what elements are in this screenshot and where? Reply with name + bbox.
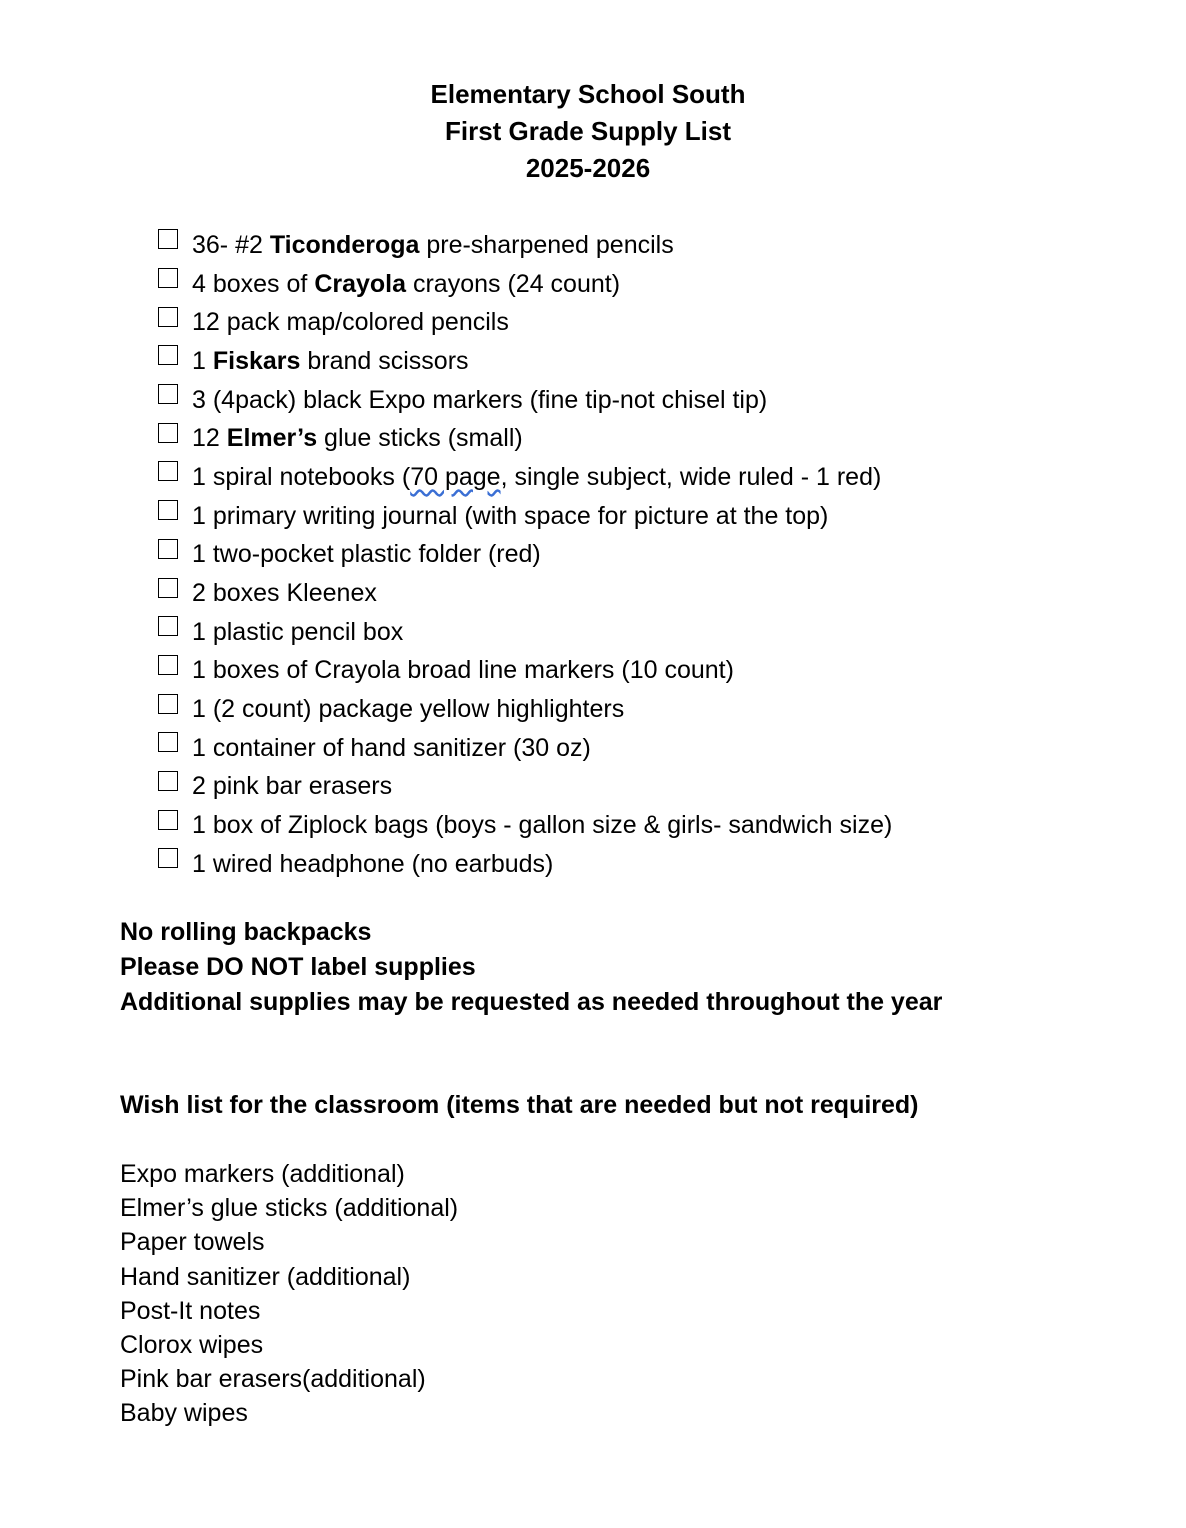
checkbox-icon[interactable] xyxy=(158,268,178,288)
wish-list-item: Hand sanitizer (additional) xyxy=(120,1262,411,1291)
list-title: First Grade Supply List xyxy=(444,116,732,146)
supply-item xyxy=(158,574,892,613)
supply-item xyxy=(158,729,892,768)
supply-item xyxy=(158,381,892,420)
school-year: 2025-2026 xyxy=(525,153,651,183)
brand-name: Crayola xyxy=(314,269,407,298)
checkbox-icon[interactable] xyxy=(158,345,178,365)
spellcheck-underlined-text: 70 page xyxy=(410,462,501,491)
supply-item xyxy=(158,690,892,729)
checkbox-icon[interactable] xyxy=(158,500,178,520)
brand-name: Ticonderoga xyxy=(269,230,420,259)
brand-name: Elmer’s xyxy=(226,424,318,453)
item-text: 2 pink bar erasers xyxy=(192,772,393,801)
supply-item xyxy=(158,806,892,845)
item-text: 12 xyxy=(192,424,227,453)
supply-item-label xyxy=(192,308,509,337)
brand-name: Fiskars xyxy=(212,346,301,375)
wish-list-item: Paper towels xyxy=(120,1228,265,1257)
supply-checklist xyxy=(158,226,892,884)
supply-item xyxy=(158,497,892,536)
supply-notes xyxy=(120,915,942,1020)
item-text: 1 plastic pencil box xyxy=(192,617,404,646)
supply-item-label xyxy=(192,618,403,647)
wish-list-item: Clorox wipes xyxy=(120,1331,264,1360)
item-text: 2 boxes Kleenex xyxy=(192,579,377,608)
checkbox-icon[interactable] xyxy=(158,578,178,598)
checkbox-icon[interactable] xyxy=(158,229,178,249)
supply-item xyxy=(158,265,892,304)
item-text: 3 (4pack) black Expo markers (fine tip-not chisel tip) xyxy=(192,385,768,414)
item-text: 1 boxes of Crayola broad line markers (10 count) xyxy=(192,656,734,685)
supply-item-label xyxy=(192,811,892,840)
wish-list-heading: Wish list for the classroom (items that are needed but not required) xyxy=(120,1091,919,1119)
item-text: brand scissors xyxy=(300,346,469,375)
item-text: 36- #2 xyxy=(192,230,270,259)
item-text: , single subject, wide ruled - 1 red) xyxy=(500,462,882,491)
supply-item-label xyxy=(192,231,674,260)
item-text: 1 container of hand sanitizer (30 oz) xyxy=(192,733,591,762)
supply-item-label xyxy=(192,424,523,453)
checkbox-icon[interactable] xyxy=(158,384,178,404)
supply-item-label xyxy=(192,850,553,879)
item-text: crayons (24 count) xyxy=(406,269,621,298)
checkbox-icon[interactable] xyxy=(158,732,178,752)
item-text: 1 box of Ziplock bags (boys - gallon size & girls- sandwich size) xyxy=(192,811,893,840)
checkbox-icon[interactable] xyxy=(158,423,178,443)
supply-item xyxy=(158,419,892,458)
supply-item-label xyxy=(192,502,828,531)
supply-item-label xyxy=(192,656,734,685)
school-name: Elementary School South xyxy=(430,79,746,109)
supply-item xyxy=(158,768,892,807)
supply-item-label xyxy=(192,579,377,608)
item-text: glue sticks (small) xyxy=(317,424,523,453)
supply-item-label xyxy=(192,270,620,299)
supply-item-label xyxy=(192,540,541,569)
wish-list-item: Elmer’s glue sticks (additional) xyxy=(120,1194,459,1223)
wish-list-item: Pink bar erasers(additional) xyxy=(120,1365,426,1394)
note-no-rolling-backpacks: No rolling backpacks xyxy=(120,918,372,946)
checkbox-icon[interactable] xyxy=(158,461,178,481)
supply-item xyxy=(158,226,892,265)
supply-item xyxy=(158,613,892,652)
supply-item xyxy=(158,303,892,342)
item-text: 4 boxes of xyxy=(192,269,315,298)
item-text: 1 (2 count) package yellow highlighters xyxy=(192,695,625,724)
item-text: 12 pack map/colored pencils xyxy=(192,308,509,337)
supply-item-label xyxy=(192,463,881,492)
supply-item-label xyxy=(192,695,624,724)
supply-item xyxy=(158,652,892,691)
note-additional-supplies: Additional supplies may be requested as needed throughout the year xyxy=(120,988,943,1016)
checkbox-icon[interactable] xyxy=(158,810,178,830)
wish-list xyxy=(120,1157,458,1431)
document-header xyxy=(0,76,1176,187)
wish-list-item: Baby wipes xyxy=(120,1399,248,1428)
item-text: 1 xyxy=(192,346,213,375)
checkbox-icon[interactable] xyxy=(158,771,178,791)
supply-item xyxy=(158,342,892,381)
supply-item xyxy=(158,536,892,575)
note-do-not-label: Please DO NOT label supplies xyxy=(120,953,476,981)
checkbox-icon[interactable] xyxy=(158,616,178,636)
supply-item-label xyxy=(192,347,469,376)
item-text: 1 wired headphone (no earbuds) xyxy=(192,849,554,878)
item-text: 1 primary writing journal (with space for picture at the top) xyxy=(192,501,829,530)
checkbox-icon[interactable] xyxy=(158,655,178,675)
supply-item-label xyxy=(192,734,591,763)
item-text: 1 two-pocket plastic folder (red) xyxy=(192,540,541,569)
checkbox-icon[interactable] xyxy=(158,694,178,714)
wish-list-item: Expo markers (additional) xyxy=(120,1160,405,1188)
supply-item-label xyxy=(192,386,767,415)
wish-list-item: Post-It notes xyxy=(120,1296,261,1325)
checkbox-icon[interactable] xyxy=(158,848,178,868)
supply-item xyxy=(158,845,892,884)
item-text: pre-sharpened pencils xyxy=(419,230,674,259)
checkbox-icon[interactable] xyxy=(158,539,178,559)
supply-item xyxy=(158,458,892,497)
item-text: 1 spiral notebooks ( xyxy=(192,462,411,491)
supply-item-label xyxy=(192,772,392,801)
checkbox-icon[interactable] xyxy=(158,307,178,327)
